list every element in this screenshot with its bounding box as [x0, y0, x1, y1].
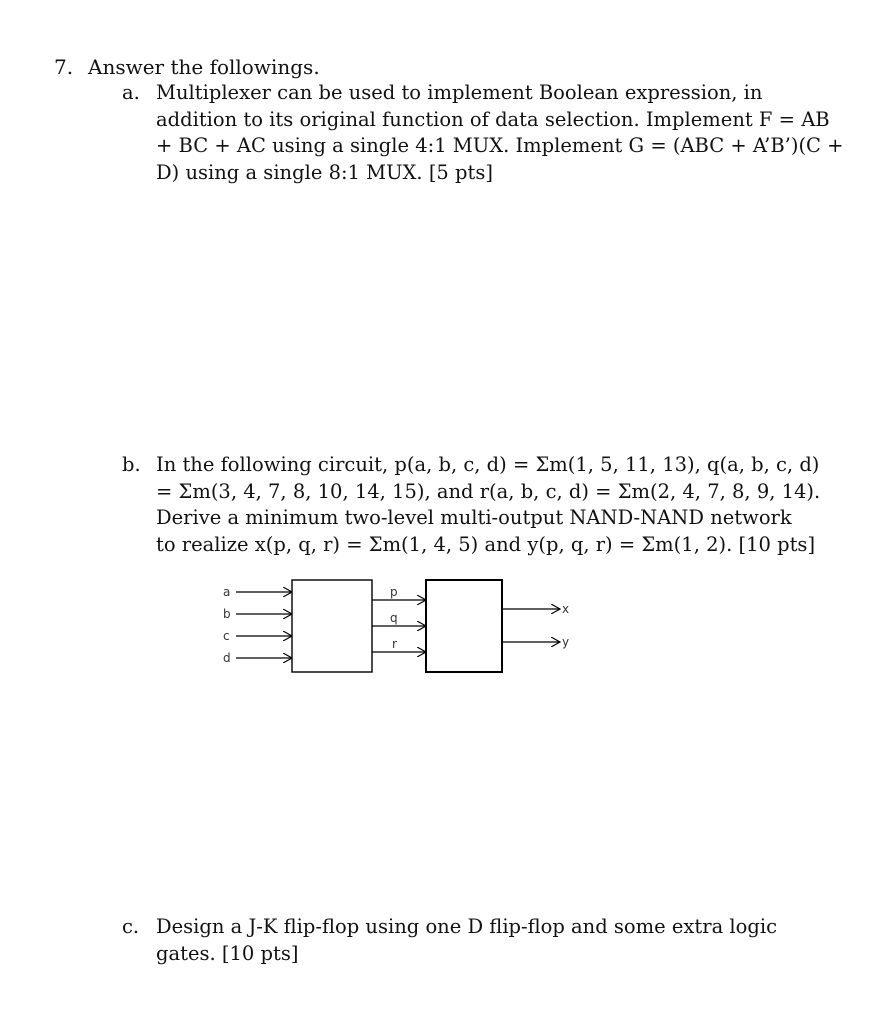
part-c-line: gates. [10 pts]	[156, 941, 299, 965]
part-b-line: to realize x(p, q, r) = Σm(1, 4, 5) and y(p, q, r) = Σm(1, 2). [10 pts]	[156, 532, 816, 556]
question-heading	[54, 54, 320, 80]
signal-label-p: p	[390, 585, 398, 599]
part-a-letter: a.	[122, 81, 140, 104]
question-number: 7.	[54, 55, 74, 79]
input-label-b: b	[223, 607, 231, 621]
part-c-line: Design a J-K flip-flop using one D flip-flop and some extra logic	[156, 915, 778, 938]
block-1	[292, 580, 372, 672]
question-title: Answer the followings.	[88, 55, 320, 79]
part-b-line: = Σm(3, 4, 7, 8, 10, 14, 15), and r(a, b, c, d) = Σm(2, 4, 7, 8, 9, 14).	[156, 479, 821, 503]
part-b	[122, 452, 821, 558]
part-b-text	[156, 452, 821, 558]
part-c	[122, 914, 812, 967]
input-label-a: a	[223, 585, 231, 599]
part-b-line: Derive a minimum two-level multi-output NAND-NAND network	[156, 506, 792, 529]
circuit-diagram	[210, 576, 590, 686]
part-a-line: Multiplexer can be used to implement Boolean expression, in	[156, 81, 763, 104]
part-a-line: addition to its original function of data selection. Implement F = AB	[156, 107, 830, 131]
input-label-d: d	[223, 651, 231, 665]
output-label-x: x	[562, 602, 570, 616]
signal-label-q: q	[390, 611, 398, 625]
block-2	[426, 580, 502, 672]
part-a-line: + BC + AC using a single 4:1 MUX. Implement G = (ABC + A’B’)(C +	[156, 134, 844, 157]
part-a-text	[156, 80, 844, 186]
part-c-letter: c.	[122, 915, 140, 938]
part-c-text	[156, 914, 812, 967]
part-b-letter: b.	[122, 453, 141, 476]
part-a-line: D) using a single 8:1 MUX. [5 pts]	[156, 160, 493, 184]
output-label-y: y	[562, 635, 570, 649]
part-a	[122, 80, 844, 186]
part-b-line: In the following circuit, p(a, b, c, d) = Σm(1, 5, 11, 13), q(a, b, c, d)	[156, 453, 820, 476]
input-label-c: c	[223, 629, 230, 643]
signal-label-r: r	[392, 637, 397, 651]
